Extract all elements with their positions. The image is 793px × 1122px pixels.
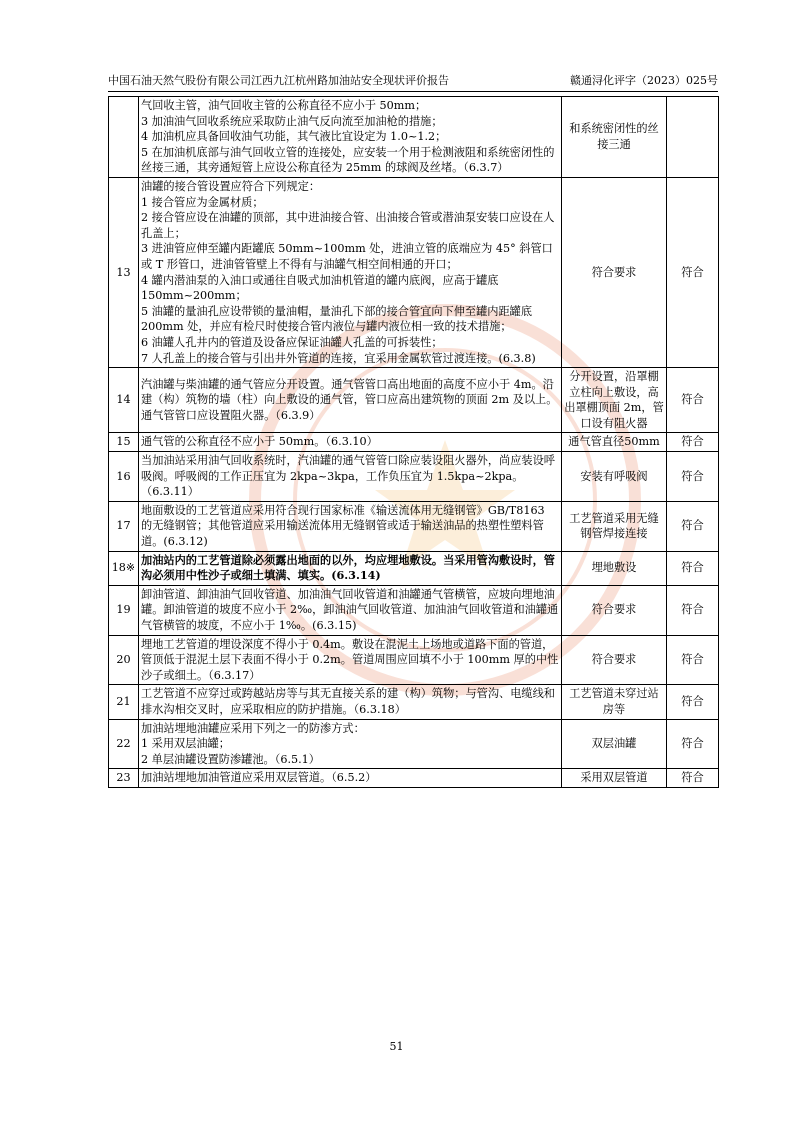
requirement-cell bbox=[139, 177, 562, 367]
requirement-line: 通气管的公称直径不应小于 50mm。（6.3.10） bbox=[141, 435, 378, 449]
requirement-line: 地面敷设的工艺管道应采用符合现行国家标准《输送流体用无缝钢管》GB/T8163 的无缝钢管；其他管道应采用输送流体用无缝钢管或适于输送油品的热塑性塑料管道。(6.3.12) bbox=[141, 503, 545, 549]
actual-situation-cell: 和系统密闭性的丝接三通 bbox=[562, 97, 667, 178]
table-row bbox=[109, 433, 719, 452]
row-number: 19 bbox=[109, 585, 139, 635]
requirement-cell bbox=[139, 685, 562, 719]
row-number: 14 bbox=[109, 368, 139, 433]
requirement-cell bbox=[139, 501, 562, 551]
safety-check-table bbox=[108, 96, 719, 788]
actual-situation-cell: 工艺管道采用无缝钢管焊接连接 bbox=[562, 501, 667, 551]
row-number: 13 bbox=[109, 177, 139, 367]
requirement-line: 5 在加油机底部与油气回收立管的连接处，应安装一个用于检测液阻和系统密闭性的丝接三通，其旁通短管上应设公称直径为 25mm 的球阀及丝堵。（6.3.7） bbox=[141, 145, 555, 175]
table-row bbox=[109, 585, 719, 635]
result-cell bbox=[667, 97, 719, 178]
requirement-line: 4 加油机应具备回收油气功能，其气液比宜设定为 1.0~1.2； bbox=[141, 130, 447, 144]
actual-situation-cell: 符合要求 bbox=[562, 585, 667, 635]
table-row bbox=[109, 368, 719, 433]
requirement-cell bbox=[139, 635, 562, 685]
requirement-cell bbox=[139, 97, 562, 178]
row-number bbox=[109, 97, 139, 178]
result-cell: 符合 bbox=[667, 685, 719, 719]
result-cell: 符合 bbox=[667, 635, 719, 685]
requirement-line: 当加油站采用油气回收系统时，汽油罐的通气管管口除应装设阻火器外，尚应装设呼吸阀。呼吸阀的工作正压宜为 2kpa~3kpa，工作负压宜为 1.5kpa~2kpa。（6.3.11） bbox=[141, 454, 555, 499]
actual-situation-cell: 双层油罐 bbox=[562, 719, 667, 769]
requirement-line: 工艺管道不应穿过或跨越站房等与其无直接关系的建（构）筑物；与管沟、电缆线和排水沟相交叉时，应采取相应的防护措施。（6.3.18） bbox=[141, 687, 555, 716]
page-number: 51 bbox=[389, 1040, 404, 1053]
requirement-line: 油罐的接合管设置应符合下列规定： bbox=[141, 179, 321, 193]
requirement-line: 1 采用双层油罐； bbox=[141, 737, 230, 751]
actual-situation-cell: 安装有呼吸阀 bbox=[562, 452, 667, 502]
row-number: 15 bbox=[109, 433, 139, 452]
result-cell: 符合 bbox=[667, 368, 719, 433]
requirement-line: 6 油罐人孔井内的管道及设备应保证油罐人孔盖的可拆装性； bbox=[141, 335, 443, 349]
result-cell: 符合 bbox=[667, 769, 719, 788]
table-row bbox=[109, 769, 719, 788]
result-cell: 符合 bbox=[667, 433, 719, 452]
requirement-line: 气回收主管，油气回收主管的公称直径不应小于 50mm； bbox=[141, 99, 427, 112]
result-cell: 符合 bbox=[667, 177, 719, 367]
table-row bbox=[109, 551, 719, 585]
row-number: 18※ bbox=[109, 551, 139, 585]
report-title: 中国石油天然气股份有限公司江西九江杭州路加油站安全现状评价报告 bbox=[108, 74, 449, 87]
result-cell: 符合 bbox=[667, 719, 719, 769]
report-number: 赣通浔化评字（2023）025号 bbox=[570, 74, 718, 87]
requirement-cell bbox=[139, 368, 562, 433]
row-number: 22 bbox=[109, 719, 139, 769]
requirement-line: 3 加油油气回收系统应采取防止油气反向流至加油枪的措施； bbox=[141, 114, 443, 128]
actual-situation-cell: 埋地敷设 bbox=[562, 551, 667, 585]
requirement-line: 4 罐内潜油泵的入油口或通往自吸式加油机管道的罐内底阀，应高于罐底 150mm~200mm； bbox=[141, 273, 499, 303]
table-row bbox=[109, 452, 719, 502]
requirement-line: 加油站内的工艺管道除必须露出地面的以外，均应埋地敷设。当采用管沟敷设时，管沟必须用中性沙子或细土填满、填实。(6.3.14) bbox=[141, 552, 555, 583]
requirement-line: 卸油管道、卸油油气回收管道、加油油气回收管道和油罐通气管横管，应坡向埋地油罐。卸油管道的坡度不应小于 2‰，卸油油气回收管道、加油油气回收管道和油罐通气管横管的坡度，不应小于 1‰。(6.3.15) bbox=[141, 587, 559, 632]
requirement-cell bbox=[139, 769, 562, 788]
table-row bbox=[109, 635, 719, 685]
row-number: 17 bbox=[109, 501, 139, 551]
row-number: 20 bbox=[109, 635, 139, 685]
requirement-line: 2 单层油罐设置防渗罐池。（6.5.1） bbox=[141, 752, 320, 766]
actual-situation-cell: 通气管直径50mm bbox=[562, 433, 667, 452]
actual-situation-cell: 分开设置，沿罩棚立柱向上敷设，高出罩棚顶面 2m，管口设有阻火器 bbox=[562, 368, 667, 433]
result-cell: 符合 bbox=[667, 585, 719, 635]
requirement-line: 1 接合管应为金属材质； bbox=[141, 195, 264, 209]
requirement-line: 2 接合管应设在油罐的顶部，其中进油接合管、出油接合管或潜油泵安装口应设在人孔盖上； bbox=[141, 211, 555, 240]
requirement-line: 埋地工艺管道的埋设深度不得小于 0.4m。敷设在混泥土上场地或道路下面的管道，管顶低于混泥土层下表面不得小于 0.2m。管道周围应回填不小于 100mm 厚的中性沙子或细土。（6.3.17） bbox=[141, 637, 559, 682]
result-cell: 符合 bbox=[667, 501, 719, 551]
requirement-line: 5 油罐的量油孔应设带锁的量油帽，量油孔下部的接合管宜向下伸至罐内距罐底 200mm 处，并应有检尺时使接合管内液位与罐内液位相一致的技术措施； bbox=[141, 304, 533, 334]
table-row bbox=[109, 177, 719, 367]
actual-situation-cell: 工艺管道未穿过站房等 bbox=[562, 685, 667, 719]
requirement-cell bbox=[139, 452, 562, 502]
requirement-cell bbox=[139, 719, 562, 769]
row-number: 16 bbox=[109, 452, 139, 502]
actual-situation-cell: 符合要求 bbox=[562, 635, 667, 685]
table-row bbox=[109, 501, 719, 551]
table-row bbox=[109, 97, 719, 178]
page-header bbox=[108, 73, 718, 92]
table-row bbox=[109, 685, 719, 719]
requirement-line: 3 进油管应伸至罐内距罐底 50mm~100mm 处，进油立管的底端应为 45° 斜管口或 T 形管口，进油管管壁上不得有与油罐气相空间相通的开口； bbox=[141, 242, 553, 271]
actual-situation-cell: 采用双层管道 bbox=[562, 769, 667, 788]
requirement-cell bbox=[139, 551, 562, 585]
requirement-cell bbox=[139, 433, 562, 452]
actual-situation-cell: 符合要求 bbox=[562, 177, 667, 367]
row-number: 21 bbox=[109, 685, 139, 719]
requirement-line: 7 人孔盖上的接合管与引出井外管道的连接，宜采用金属软管过渡连接。(6.3.8) bbox=[141, 351, 536, 365]
requirement-cell bbox=[139, 585, 562, 635]
result-cell: 符合 bbox=[667, 452, 719, 502]
row-number: 23 bbox=[109, 769, 139, 788]
requirement-line: 加油站埋地油罐应采用下列之一的防渗方式： bbox=[141, 721, 365, 735]
result-cell: 符合 bbox=[667, 551, 719, 585]
table-row bbox=[109, 719, 719, 769]
requirement-line: 加油站埋地加油管道应采用双层管道。（6.5.2） bbox=[141, 771, 377, 785]
requirement-line: 汽油罐与柴油罐的通气管应分开设置。通气管管口高出地面的高度不应小于 4m。沿建（构）筑物的墙（柱）向上敷设的通气管，管口应高出建筑物的顶面 2m 及以上。通气管管口应设置阻火器。（6.3.9） bbox=[141, 377, 558, 423]
